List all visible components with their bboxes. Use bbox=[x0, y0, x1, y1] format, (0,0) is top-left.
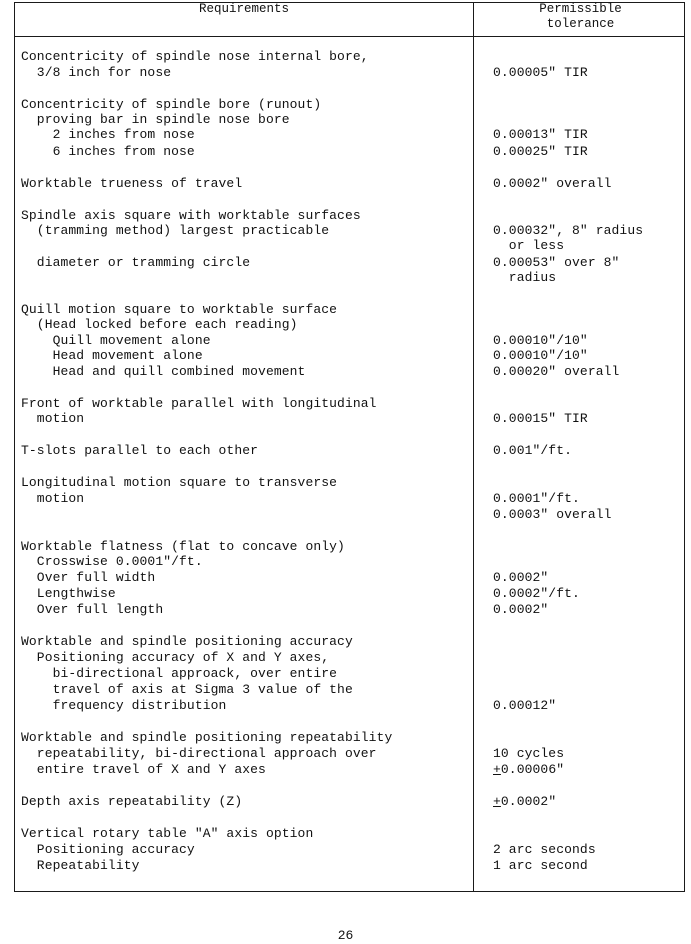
req-line: Lengthwise bbox=[21, 586, 116, 601]
tol-line: 0.00015" TIR bbox=[493, 411, 588, 426]
tol-line: 10 cycles bbox=[493, 746, 565, 761]
header-requirements: Requirements bbox=[198, 2, 289, 16]
req-line: Longitudinal motion square to transverse bbox=[21, 475, 338, 490]
tol-line: 0.0001"/ft. bbox=[493, 491, 580, 506]
req-line: 3/8 inch for nose bbox=[21, 65, 172, 80]
header-tolerance-line1: Permissible bbox=[539, 2, 622, 16]
tol-line: 0.00010"/10" bbox=[493, 348, 588, 363]
req-line: entire travel of X and Y axes bbox=[21, 762, 266, 777]
req-line: proving bar in spindle nose bore bbox=[21, 112, 290, 127]
req-line: Over full width bbox=[21, 570, 156, 585]
req-line: Concentricity of spindle nose internal bore, bbox=[21, 49, 369, 64]
req-line: (tramming method) largest practicable bbox=[21, 223, 330, 238]
req-line: Over full length bbox=[21, 602, 164, 617]
tol-line: 0.00005" TIR bbox=[493, 65, 588, 80]
tol-value: 0.00006" bbox=[500, 762, 565, 777]
req-line: Quill movement alone bbox=[21, 333, 211, 348]
tol-line: 0.0002" bbox=[493, 602, 549, 617]
tol-line: 0.00020" overall bbox=[493, 364, 620, 379]
tol-value: 0.0002" bbox=[500, 794, 557, 809]
req-line: frequency distribution bbox=[21, 698, 227, 713]
req-line: 2 inches from nose bbox=[21, 127, 195, 142]
req-line: Worktable and spindle positioning repeatability bbox=[21, 730, 393, 745]
req-line: diameter or tramming circle bbox=[21, 255, 251, 270]
tol-line: 0.00012" bbox=[493, 698, 557, 713]
tol-line: 0.0002" overall bbox=[493, 176, 612, 191]
req-line: (Head locked before each reading) bbox=[21, 317, 298, 332]
header-rule bbox=[15, 36, 684, 37]
tol-line: or less bbox=[493, 238, 565, 253]
req-line: Worktable and spindle positioning accuracy bbox=[21, 634, 353, 649]
req-line: T-slots parallel to each other bbox=[21, 443, 259, 458]
req-line: Depth axis repeatability (Z) bbox=[21, 794, 243, 809]
req-line: Repeatability bbox=[21, 858, 140, 873]
req-line: Worktable flatness (flat to concave only) bbox=[21, 539, 345, 554]
tol-line: 0.00010"/10" bbox=[493, 333, 588, 348]
req-line: bi-directional approack, over entire bbox=[21, 666, 338, 681]
req-line: Head and quill combined movement bbox=[21, 364, 306, 379]
req-line: Spindle axis square with worktable surfaces bbox=[21, 208, 361, 223]
req-line: motion bbox=[21, 411, 85, 426]
tol-line: 0.00053" over 8" bbox=[493, 255, 620, 270]
tol-line: 0.00025" TIR bbox=[493, 144, 588, 159]
req-line: motion bbox=[21, 491, 85, 506]
tol-line: 1 arc second bbox=[493, 858, 588, 873]
tol-line bbox=[493, 794, 556, 810]
req-line: Crosswise 0.0001"/ft. bbox=[21, 554, 203, 569]
header-tolerance bbox=[475, 2, 686, 32]
req-line: travel of axis at Sigma 3 value of the bbox=[21, 682, 353, 697]
plus-minus-sign: + bbox=[493, 762, 501, 777]
req-line: Vertical rotary table "A" axis option bbox=[21, 826, 314, 841]
tol-line: 2 arc seconds bbox=[493, 842, 596, 857]
tol-line: 0.0003" overall bbox=[493, 507, 612, 522]
tol-line: 0.0002" bbox=[493, 570, 549, 585]
tol-line: 0.0002"/ft. bbox=[493, 586, 580, 601]
page-number: 26 bbox=[337, 928, 354, 943]
req-line: Positioning accuracy of X and Y axes, bbox=[21, 650, 330, 665]
req-line: Worktable trueness of travel bbox=[21, 176, 243, 191]
req-line: Head movement alone bbox=[21, 348, 203, 363]
req-line: Concentricity of spindle bore (runout) bbox=[21, 97, 322, 112]
tol-line: 0.00013" TIR bbox=[493, 127, 588, 142]
plus-minus-sign: + bbox=[493, 794, 501, 809]
tol-line: 0.00032", 8" radius bbox=[493, 223, 644, 238]
tol-line: 0.001"/ft. bbox=[493, 443, 573, 458]
header-tolerance-line2: tolerance bbox=[546, 17, 615, 31]
req-line: Front of worktable parallel with longitudinal bbox=[21, 396, 377, 411]
tol-line: radius bbox=[493, 270, 557, 285]
tolerance-table bbox=[14, 2, 685, 892]
column-divider bbox=[473, 3, 474, 891]
req-line: Quill motion square to worktable surface bbox=[21, 302, 338, 317]
req-line: repeatability, bi-directional approach over bbox=[21, 746, 377, 761]
req-line: Positioning accuracy bbox=[21, 842, 195, 857]
tol-line bbox=[493, 762, 564, 778]
req-line: 6 inches from nose bbox=[21, 144, 195, 159]
